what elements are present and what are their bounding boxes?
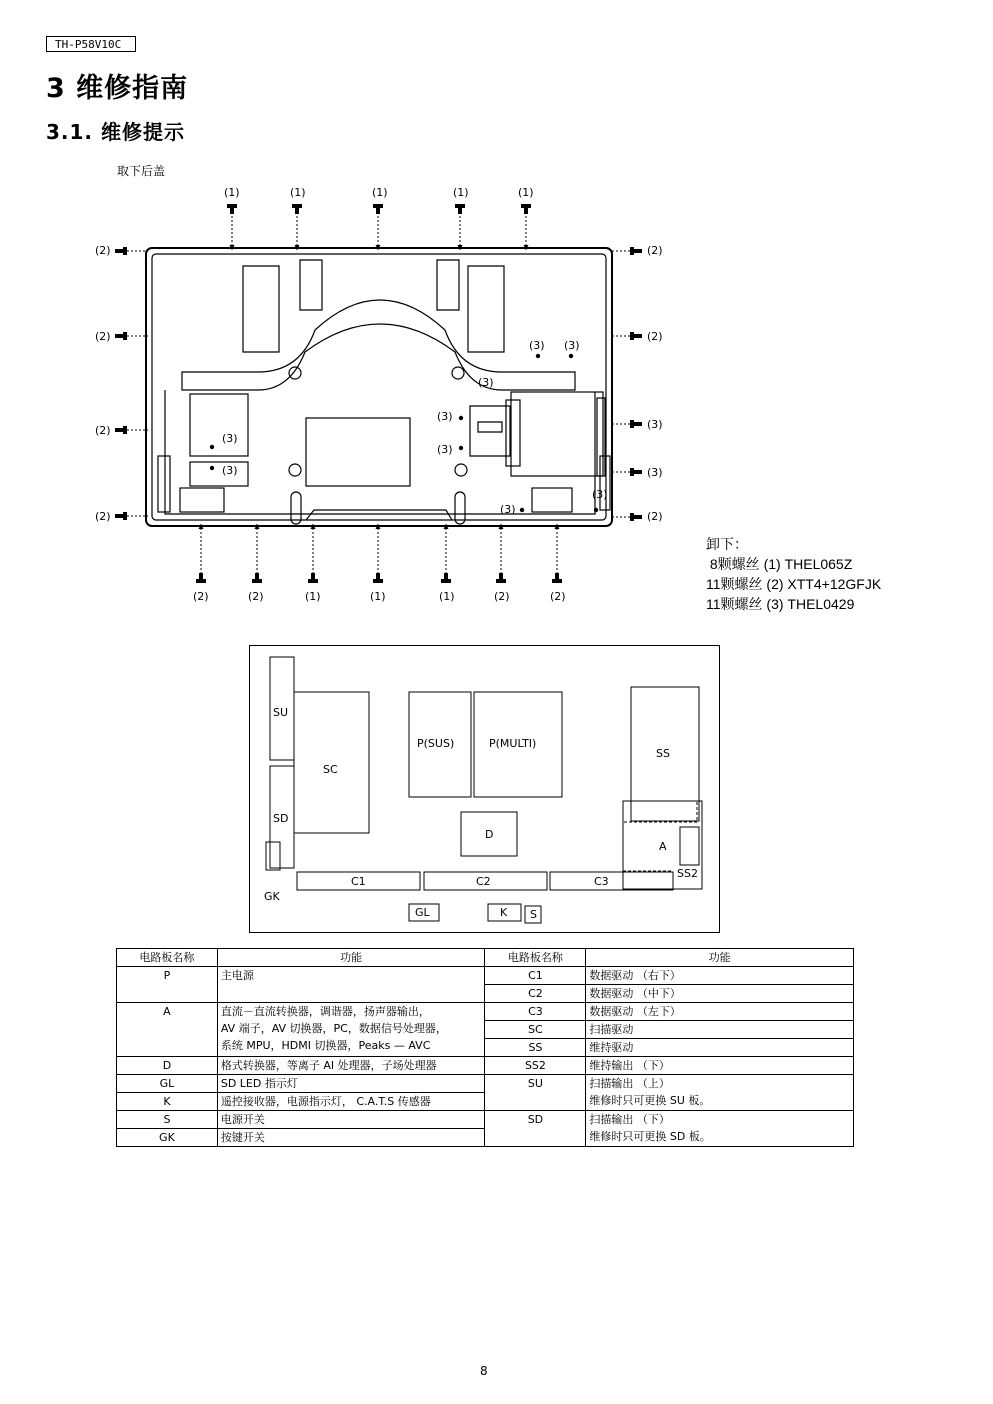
screw-icon [520, 508, 524, 512]
board-sd-label: SD [273, 812, 289, 825]
screw-label-2: (2) [95, 330, 111, 343]
board-function: SD LED 指示灯 [217, 1075, 485, 1093]
board-gl-label: GL [415, 906, 430, 919]
screw-label-2: (2) [193, 590, 209, 603]
section-title: 3 维修指南 [46, 73, 189, 104]
screw-label-1: (1) [439, 590, 455, 603]
screw-label-3: (3) [500, 503, 516, 516]
screw-icon [594, 508, 598, 512]
board-function: 数据驱动 （右下） [586, 967, 854, 985]
screw-icon [308, 573, 318, 583]
removal-line: 11颗螺丝 (3) THEL0429 [706, 596, 855, 612]
board-layout-diagram [249, 645, 720, 933]
screw-icon [521, 204, 531, 214]
board-psus-label: P(SUS) [417, 737, 455, 750]
screw-icon [227, 204, 237, 214]
board-name: SD [485, 1111, 586, 1147]
screw-label-3: (3) [437, 410, 453, 423]
board-function: 数据驱动 （中下） [586, 985, 854, 1003]
screw-label-3: (3) [647, 418, 663, 431]
screw-label-1: (1) [518, 186, 534, 199]
board-function: 维持输出 （下） [586, 1057, 854, 1075]
screw-label-3: (3) [437, 443, 453, 456]
board-name: GL [117, 1075, 218, 1093]
screw-icon [373, 204, 383, 214]
board-sc-label: SC [323, 763, 338, 776]
board-name: K [117, 1093, 218, 1111]
board-function-line: 直流－直流转换器，调谐器，扬声器输出， [220, 1005, 430, 1018]
screw-label-2: (2) [494, 590, 510, 603]
screw-label-3: (3) [222, 464, 238, 477]
screw-label-1: (1) [372, 186, 388, 199]
board-function [586, 1075, 854, 1111]
board-function-line: AV 端子，AV 切换器，PC，数据信号处理器， [220, 1022, 447, 1035]
screw-label-3: (3) [529, 339, 545, 352]
board-function: 维持驱动 [586, 1039, 854, 1057]
board-function: 遥控接收器，电源指示灯， C.A.T.S 传感器 [217, 1093, 485, 1111]
board-name: SC [485, 1021, 586, 1039]
screw-label-1: (1) [370, 590, 386, 603]
table-header-row [117, 949, 854, 967]
board-name: D [117, 1057, 218, 1075]
board-name: SS2 [485, 1057, 586, 1075]
board-name: C2 [485, 985, 586, 1003]
screw-icon [292, 204, 302, 214]
table-row [117, 967, 854, 985]
board-d-label: D [485, 828, 494, 841]
screw-label-2: (2) [95, 510, 111, 523]
screw-icon [196, 573, 206, 583]
screw-icon [536, 354, 540, 358]
screw-label-3: (3) [222, 432, 238, 445]
screw-label-2: (2) [647, 510, 663, 523]
table-row [117, 1057, 854, 1075]
board-function-line: 扫描输出 （下） [589, 1113, 670, 1126]
table-header: 电路板名称 [485, 949, 586, 967]
screw-icon [630, 332, 642, 340]
model-label: TH-P58V10C [46, 36, 136, 52]
board-function-line: 扫描输出 （上） [589, 1077, 670, 1090]
screw-label-2: (2) [248, 590, 264, 603]
screw-icon [115, 426, 127, 434]
screw-label-3: (3) [647, 466, 663, 479]
board-name: P [117, 967, 218, 1003]
screw-label-2: (2) [95, 244, 111, 257]
screw-label-3: (3) [564, 339, 580, 352]
board-function [586, 1111, 854, 1147]
screw-label-2: (2) [550, 590, 566, 603]
screw-icon [630, 468, 642, 476]
board-k-label: K [500, 906, 508, 919]
board-function: 扫描驱动 [586, 1021, 854, 1039]
table-row [117, 1075, 854, 1093]
board-function: 数据驱动 （左下） [586, 1003, 854, 1021]
board-pmulti-label: P(MULTI) [489, 737, 537, 750]
screw-icon [373, 573, 383, 583]
board-function-line: 系统 MPU，HDMI 切换器，Peaks — AVC [220, 1039, 431, 1052]
removal-list [706, 534, 881, 614]
table-header: 电路板名称 [117, 949, 218, 967]
screw-icon [552, 573, 562, 583]
board-name: S [117, 1111, 218, 1129]
screw-icon [459, 416, 463, 420]
board-function: 主电源 [217, 967, 485, 1003]
screw-icon [569, 354, 573, 358]
board-ss-label: SS [656, 747, 670, 760]
screw-icon [459, 446, 463, 450]
board-c2-label: C2 [476, 875, 491, 888]
subsection-title: 3.1. 维修提示 [46, 120, 185, 144]
screw-icon [630, 513, 642, 521]
screw-icon [441, 573, 451, 583]
screw-icon [115, 512, 127, 520]
board-function: 按键开关 [217, 1129, 485, 1147]
screw-icon [630, 420, 642, 428]
board-c1-label: C1 [351, 875, 366, 888]
screw-label-1: (1) [224, 186, 240, 199]
screw-icon [252, 573, 262, 583]
table-row [117, 1003, 854, 1021]
board-function [217, 1003, 485, 1057]
screw-icon [496, 573, 506, 583]
screw-icon [210, 466, 214, 470]
table-header: 功能 [586, 949, 854, 967]
page-number: 8 [480, 1364, 488, 1378]
board-c3-label: C3 [594, 875, 609, 888]
screw-icon [630, 247, 642, 255]
board-su-label: SU [273, 706, 289, 719]
screw-label-1: (1) [453, 186, 469, 199]
screw-label-2: (2) [95, 424, 111, 437]
table-header: 功能 [217, 949, 485, 967]
board-function-line: 维修时只可更换 SU 板。 [589, 1094, 711, 1107]
screw-icon [455, 204, 465, 214]
diagram-caption: 取下后盖 [117, 164, 166, 178]
screw-label-1: (1) [305, 590, 321, 603]
board-name: C3 [485, 1003, 586, 1021]
board-function: 电源开关 [217, 1111, 485, 1129]
board-s-label: S [530, 908, 537, 921]
board-function-line: 维修时只可更换 SD 板。 [589, 1130, 711, 1143]
board-name: SS [485, 1039, 586, 1057]
board-name: A [117, 1003, 218, 1057]
removal-line: 8颗螺丝 (1) THEL065Z [706, 556, 853, 572]
board-name: C1 [485, 967, 586, 985]
screw-label-1: (1) [290, 186, 306, 199]
removal-heading: 卸下： [706, 536, 748, 552]
board-name: SU [485, 1075, 586, 1111]
board-function-table [116, 948, 854, 1147]
screw-label-3: (3) [592, 488, 608, 501]
screw-label-2: (2) [647, 244, 663, 257]
board-name: GK [117, 1129, 218, 1147]
table-row [117, 1111, 854, 1129]
board-ss2-label: SS2 [677, 867, 698, 880]
screw-icon [115, 332, 127, 340]
screw-icon [115, 247, 127, 255]
screw-label-3: (3) [478, 376, 494, 389]
board-gk-label: GK [264, 890, 280, 903]
board-function: 格式转换器，等离子 AI 处理器，子场处理器 [217, 1057, 485, 1075]
screw-label-2: (2) [647, 330, 663, 343]
removal-line: 11颗螺丝 (2) XTT4+12GFJK [706, 576, 882, 592]
board-a-label: A [659, 840, 667, 853]
screw-icon [210, 445, 214, 449]
